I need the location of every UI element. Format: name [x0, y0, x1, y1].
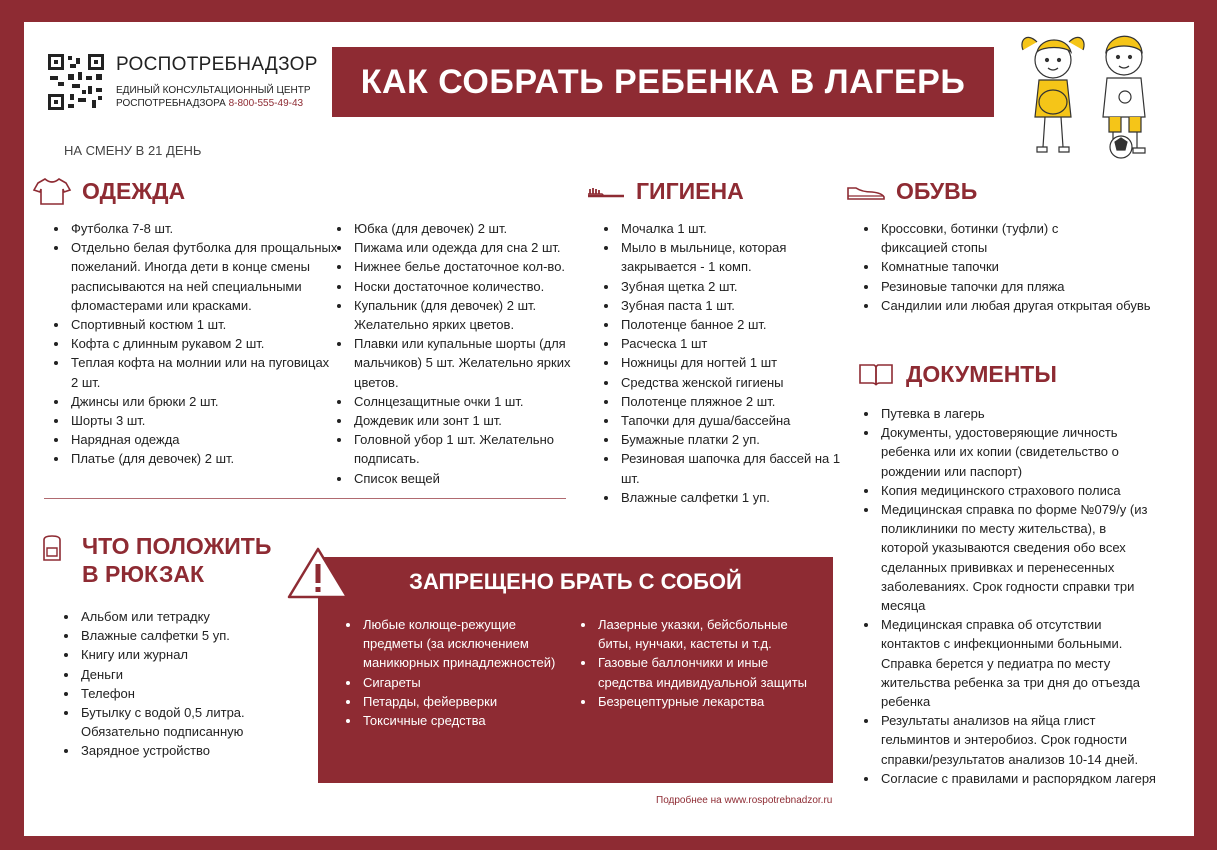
list-item: • Платье (для девочек) 2 шт. [69, 449, 339, 468]
list-item: • Купальник (для девочек) 2 шт. Желательно ярких цветов. [352, 296, 597, 334]
list-item: • Документы, удостоверяющие личность ребенка или их копии (свидетельство о рождении или паспорт) [879, 423, 1141, 481]
documents-title: ДОКУМЕНТЫ [906, 361, 1057, 387]
shoes-header [846, 176, 977, 206]
forbidden-list-1 [346, 615, 571, 730]
list-item: • Мочалка 1 шт. [619, 219, 849, 238]
backpack-icon [32, 534, 72, 564]
list-item: • Сандилии или любая другая открытая обувь [879, 296, 1194, 315]
list-item: • Шорты 3 шт. [69, 411, 339, 430]
clothing-title: ОДЕЖДА [82, 178, 186, 204]
list-item: • Согласие с правилами и распорядком лагеря [879, 769, 1184, 788]
list-item: • Зубная щетка 2 шт. [619, 277, 849, 296]
t-shirt-icon [32, 176, 72, 206]
list-item: • Футболка 7-8 шт. [69, 219, 339, 238]
forbidden-title: ЗАПРЕЩЕНО БРАТЬ С СОБОЙ [409, 569, 742, 594]
list-item: • Спортивный костюм 1 шт. [69, 315, 339, 334]
list-item: • Полотенце банное 2 шт. [619, 315, 849, 334]
org-name: РОСПОТРЕБНАДЗОР [116, 54, 318, 75]
org-subtitle-line1: ЕДИНЫЙ КОНСУЛЬТАЦИОННЫЙ ЦЕНТР [116, 85, 311, 96]
poster [24, 22, 1194, 836]
backpack-header [32, 532, 271, 588]
org-subtitle-line2: РОСПОТРЕБНАДЗОРА [116, 98, 226, 109]
shoes-list [864, 219, 1194, 315]
documents-header [856, 359, 1057, 389]
list-item: • Телефон [79, 684, 289, 703]
backpack-title-line2: В РЮКЗАК [82, 561, 205, 587]
forbidden-box [318, 557, 833, 783]
title-banner [332, 47, 994, 117]
hygiene-title: ГИГИЕНА [636, 178, 744, 204]
backpack-title-line1: ЧТО ПОЛОЖИТЬ [82, 533, 272, 559]
list-item: • Кофта с длинным рукавом 2 шт. [69, 334, 339, 353]
shoes-title: ОБУВЬ [896, 178, 978, 204]
list-item: • Медицинская справка об отсутствии контактов с инфекционными больными. Справка берется у педиатра по месту жительства ребенка за три дня до отъезда ребенка [879, 615, 1151, 711]
list-item: • Бумажные платки 2 уп. [619, 430, 849, 449]
shoe-icon [846, 176, 886, 206]
warning-icon [286, 546, 350, 600]
list-item: • Средства женской гигиены [619, 373, 849, 392]
list-item: • Теплая кофта на молнии или на пуговицах 2 шт. [69, 353, 339, 391]
clothing-header [32, 176, 185, 206]
list-item: • Список вещей [352, 469, 597, 488]
list-item: • Плавки или купальные шорты (для мальчиков) 5 шт. Желательно ярких цветов. [352, 334, 597, 392]
phone-number: 8-800-555-49-43 [228, 98, 304, 109]
list-item: • Дождевик или зонт 1 шт. [352, 411, 597, 430]
list-item: • Зарядное устройство [79, 741, 289, 760]
list-item: • Нижнее белье достаточное кол-во. [352, 257, 597, 276]
backpack-title [82, 532, 271, 588]
list-item: • Результаты анализов на яйца глист гельминтов и энтеробиоз. Срок годности справки/результатов анализов 10-14 дней. [879, 711, 1166, 769]
list-item: • Копия медицинского страхового полиса [879, 481, 1184, 500]
backpack-list [64, 607, 289, 761]
list-item: • Медицинская справка по форме №079/у (из поликлиники по месту жительства), в которой указываются сведения обо всех сделанных прививках и перенесенных заболеваниях. Срок годности справки три месяца [879, 500, 1156, 615]
org-subtitle [116, 84, 326, 110]
hygiene-list [604, 219, 849, 507]
list-item: • Нарядная одежда [69, 430, 339, 449]
qr-code-icon [48, 54, 104, 110]
list-item: • Кроссовки, ботинки (туфли) с фиксацией стопы [879, 219, 1081, 257]
list-item: • Путевка в лагерь [879, 404, 1184, 423]
list-item: • Безрецептурные лекарства [596, 692, 811, 711]
list-item: • Влажные салфетки 1 уп. [619, 488, 849, 507]
clothing-list-2 [337, 219, 597, 488]
list-item: • Альбом или тетрадку [79, 607, 289, 626]
hygiene-header [586, 176, 744, 206]
list-item: • Сигареты [361, 673, 571, 692]
list-item: • Книгу или журнал [79, 645, 289, 664]
list-item: • Любые колюще-режущие предметы (за исключением маникюрных принадлежностей) [361, 615, 571, 673]
forbidden-list-2 [581, 615, 811, 711]
list-item: • Зубная паста 1 шт. [619, 296, 849, 315]
list-item: • Ножницы для ногтей 1 шт [619, 353, 849, 372]
list-item: • Полотенце пляжное 2 шт. [619, 392, 849, 411]
list-item: • Лазерные указки, бейсбольные биты, нунчаки, кастеты и т.д. [596, 615, 811, 653]
shift-duration: НА СМЕНУ В 21 ДЕНЬ [64, 143, 202, 158]
list-item: • Деньги [79, 665, 289, 684]
list-item: • Юбка (для девочек) 2 шт. [352, 219, 597, 238]
list-item: • Головной убор 1 шт. Желательно подписать. [352, 430, 597, 468]
clothing-list-1 [54, 219, 339, 469]
documents-list [864, 404, 1184, 788]
list-item: • Петарды, фейерверки [361, 692, 571, 711]
list-item: • Бутылку с водой 0,5 литра. Обязательно подписанную [79, 703, 289, 741]
toothbrush-icon [586, 176, 626, 206]
page-title: КАК СОБРАТЬ РЕБЕНКА В ЛАГЕРЬ [360, 62, 966, 101]
list-item: • Газовые баллончики и иные средства индивидуальной защиты [596, 653, 811, 691]
kids-illustration [1009, 22, 1179, 162]
section-divider [44, 498, 566, 499]
list-item: • Расческа 1 шт [619, 334, 849, 353]
list-item: • Токсичные средства [361, 711, 571, 730]
list-item: • Солнцезащитные очки 1 шт. [352, 392, 597, 411]
open-book-icon [856, 359, 896, 389]
list-item: • Влажные салфетки 5 уп. [79, 626, 289, 645]
list-item: • Резиновая шапочка для бассей на 1 шт. [619, 449, 849, 487]
list-item: • Резиновые тапочки для пляжа [879, 277, 1194, 296]
list-item: • Пижама или одежда для сна 2 шт. [352, 238, 597, 257]
list-item: • Отдельно белая футболка для прощальных пожеланий. Иногда дети в конце смены расписываются на ней специальными фломастерами или красками. [69, 238, 339, 315]
list-item: • Мыло в мыльнице, которая закрывается - 1 комп. [619, 238, 849, 276]
list-item: • Комнатные тапочки [879, 257, 1194, 276]
footer-link[interactable]: Подробнее на www.rospotrebnadzor.ru [656, 795, 833, 806]
list-item: • Тапочки для душа/бассейна [619, 411, 849, 430]
list-item: • Джинсы или брюки 2 шт. [69, 392, 339, 411]
list-item: • Носки достаточное количество. [352, 277, 597, 296]
